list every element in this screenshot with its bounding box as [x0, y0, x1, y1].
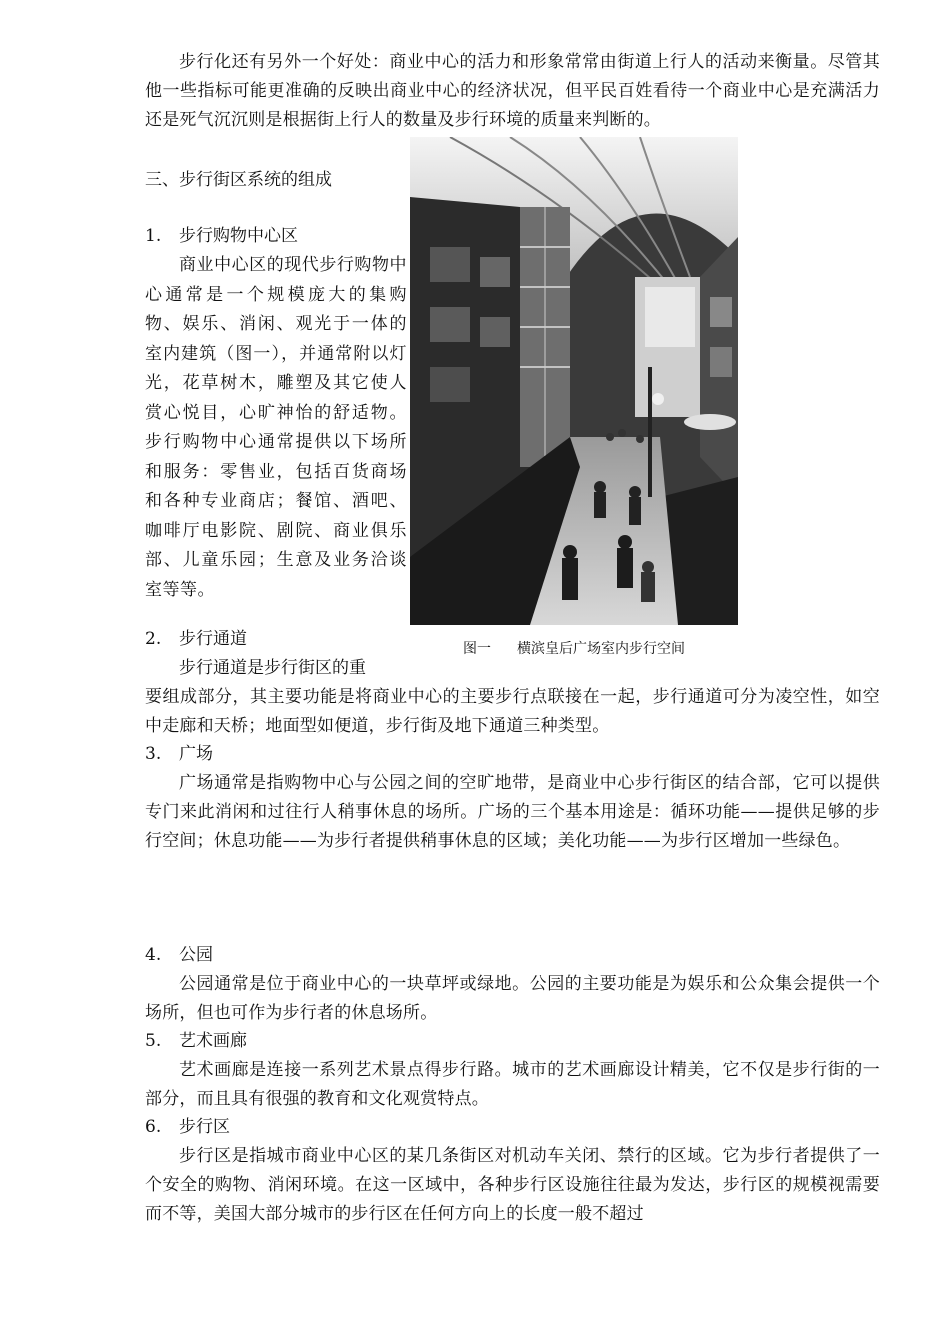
intro-paragraph: 步行化还有另外一个好处：商业中心的活力和形象常常由街道上行人的活动来衡量。尽管其他一些指标可能更准确的反映出商业中心的经济状况，但平民百姓看待一个商业中心是充满活力还是死气沉沉则是根据街上行人的数量及步行环境的质量来判断的。 [145, 52, 880, 130]
item-3-number: 3. [145, 744, 162, 764]
figure-caption [410, 638, 738, 660]
item-1-title: 步行购物中心区 [179, 226, 298, 246]
section-title: 三、步行街区系统的组成 [145, 170, 332, 190]
item-4-heading [145, 941, 213, 970]
item-1-paragraph: 商业中心区的现代步行购物中心通常是一个规模庞大的集购物、娱乐、消闲、观光于一体的室内建筑（图一），并通常附以灯光，花草树木，雕塑及其它使人赏心悦目，心旷神怡的舒适物。步行购物中心通常提供以下场所和服务：零售业，包括百货商场和各种专业商店；餐馆、酒吧、咖啡厅电影院、剧院、商业俱乐部、儿童乐园；生意及业务洽谈室等等。 [145, 255, 407, 600]
mall-interior-photo [410, 137, 738, 625]
item-5-number: 5. [145, 1031, 162, 1051]
item-6-paragraph: 步行区是指城市商业中心区的某几条街区对机动车关闭、禁行的区域。它为步行者提供了一个安全的购物、消闲环境。在这一区域中，各种步行区设施往往最为发达，步行区的规模视需要而不等，美国大部分城市的步行区在任何方向上的长度一般不超过 [145, 1146, 880, 1224]
item-3-title: 广场 [179, 744, 213, 764]
item-4-number: 4. [145, 945, 162, 965]
item-2-paragraph-rest: 要组成部分，其主要功能是将商业中心的主要步行点联接在一起，步行通道可分为凌空性，如空中走廊和天桥；地面型如便道，步行街及地下通道三种类型。 [145, 687, 880, 736]
item-5-title: 艺术画廊 [179, 1031, 247, 1051]
item-4-title: 公园 [179, 945, 213, 965]
item-5-paragraph: 艺术画廊是连接一系列艺术景点得步行路。城市的艺术画廊设计精美，它不仅是步行街的一部分，而且具有很强的教育和文化观赏特点。 [145, 1060, 880, 1109]
item-6-number: 6. [145, 1117, 162, 1137]
item-6-heading [145, 1113, 230, 1142]
item-6-title: 步行区 [179, 1117, 230, 1137]
item-3-heading [145, 740, 213, 769]
item-2-heading [145, 625, 247, 654]
figure-caption-text: 横滨皇后广场室内步行空间 [517, 641, 685, 657]
item-2-title: 步行通道 [179, 629, 247, 649]
figure-caption-label: 图一 [463, 641, 491, 657]
item-2-paragraph-start: 步行通道是步行街区的重 [179, 658, 366, 678]
item-5-heading [145, 1027, 247, 1056]
item-4-paragraph: 公园通常是位于商业中心的一块草坪或绿地。公园的主要功能是为娱乐和公众集会提供一个场所，但也可作为步行者的休息场所。 [145, 974, 880, 1023]
item-3-paragraph: 广场通常是指购物中心与公园之间的空旷地带，是商业中心步行街区的结合部，它可以提供专门来此消闲和过往行人稍事休息的场所。广场的三个基本用途是：循环功能——提供足够的步行空间；休息功能——为步行者提供稍事休息的区域；美化功能——为步行区增加一些绿色。 [145, 773, 880, 851]
item-2-number: 2. [145, 629, 162, 649]
item-1-number: 1. [145, 226, 162, 246]
item-1-heading [145, 222, 298, 251]
